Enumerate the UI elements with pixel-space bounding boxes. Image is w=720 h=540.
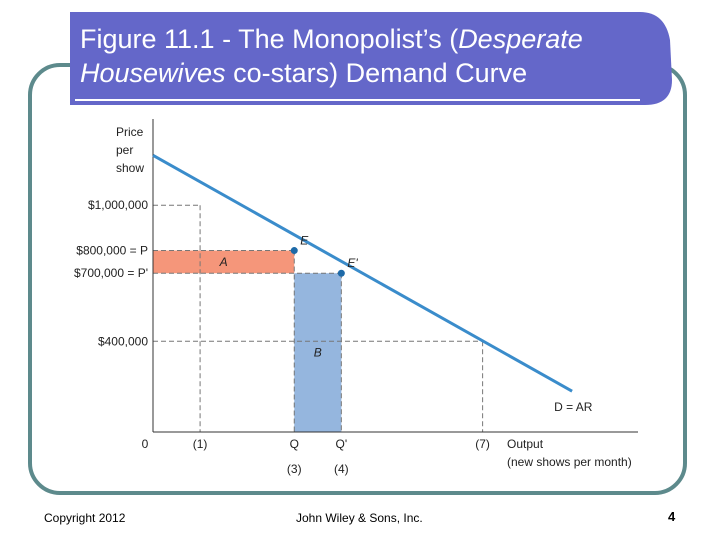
publisher-text: John Wiley & Sons, Inc. (296, 511, 423, 525)
point-label: E (300, 233, 309, 248)
area-label: B (313, 345, 322, 360)
y-axis-label: per (116, 143, 134, 157)
page-number: 4 (668, 509, 676, 524)
x-tick-sublabel: (3) (286, 462, 302, 476)
y-tick-label: $1,000,000 (87, 198, 148, 213)
curve-label: D = AR (554, 400, 593, 415)
point-e (291, 247, 298, 254)
y-tick-label: $700,000 = P' (73, 266, 148, 281)
x-tick-label: Q (289, 437, 299, 451)
point-label: E' (347, 256, 358, 271)
y-axis-label: Price (116, 125, 144, 139)
x-tick-label: Q' (335, 437, 348, 451)
x-axis-label: Output (507, 437, 544, 451)
point-e-prime (338, 270, 345, 277)
x-tick-sublabel: (4) (334, 462, 349, 476)
title-italic-text: Housewives (80, 58, 226, 88)
y-tick-label: $800,000 = P (76, 243, 148, 258)
x-axis-label: (new shows per month) (507, 455, 632, 469)
x-tick-label: (1) (192, 437, 208, 451)
x-tick-label: (7) (475, 437, 490, 451)
y-tick-label: $400,000 (97, 334, 148, 349)
x-tick-label: 0 (141, 437, 149, 451)
title-italic-text: Desperate (458, 24, 583, 54)
title-text: co-stars) Demand Curve (225, 58, 528, 88)
title-text: Figure 11.1 - The Monopolist’s ( (80, 24, 459, 54)
copyright-text: Copyright 2012 (44, 511, 126, 525)
area-label: A (219, 254, 228, 269)
y-axis-label: show (116, 161, 145, 175)
